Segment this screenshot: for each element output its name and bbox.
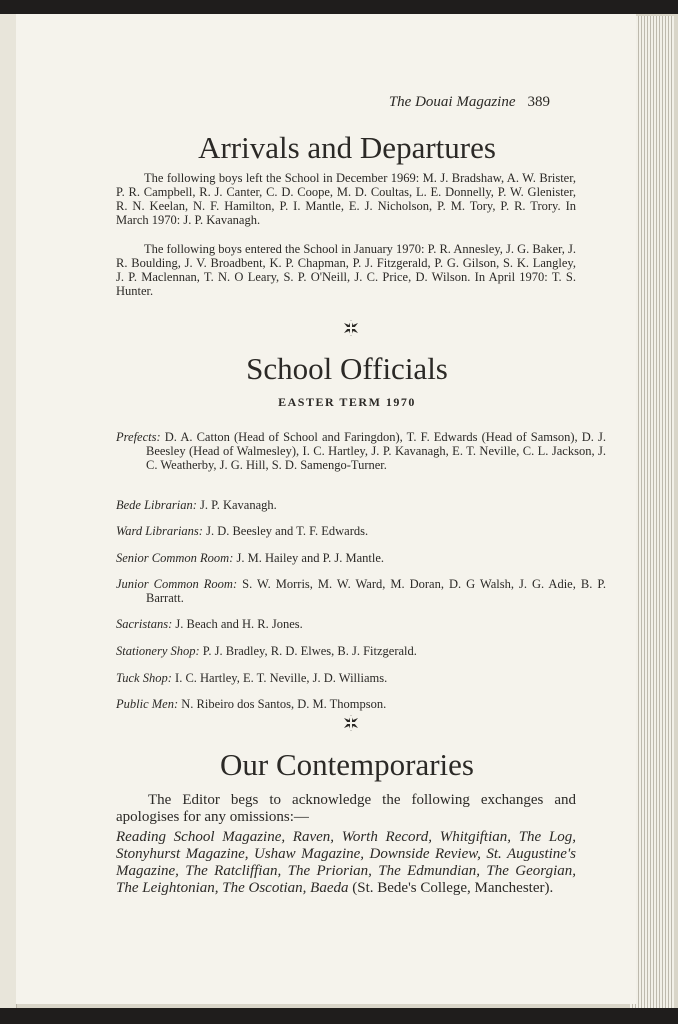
official-role: Bede Librarian:: [116, 498, 197, 512]
official-names: J. D. Beesley and T. F. Edwards.: [206, 524, 369, 538]
official-role: Ward Librarians:: [116, 524, 203, 538]
official-entry: [116, 524, 606, 538]
official-names: J. Beach and H. R. Jones.: [175, 617, 303, 631]
arrivals-title: Arrivals and Departures: [198, 130, 496, 165]
left-page-edge: [0, 14, 17, 1008]
exchanges-italic: Reading School Magazine, Raven, Worth Record, Whitgiftian, The Log, Stonyhurst Magazine, Ushaw Magazine, Downside Review, St. Augustine's Magazine, The Ratcliffian, The Priorian, The Edmundian, The Georgian, The Leightonian, The Oscotian, Baeda: [116, 829, 576, 896]
official-role: Prefects:: [116, 430, 161, 444]
official-entry: [116, 617, 606, 631]
official-entry: [116, 430, 606, 472]
official-entry: [116, 644, 606, 658]
departures-paragraph: The following boys left the School in December 1969: M. J. Bradshaw, A. W. Brister, P. R. Campbell, R. J. Canter, C. D. Coope, M. D. Coultas, L. E. Donnelly, P. W. Glenister, R. N. Keelan, N. F. Hamilton, P. I. Mantle, E. J. Nicholson, P. M. Tory, P. R. Trory. In March 1970: J. P. Kavanagh.: [116, 171, 576, 227]
publication-name: The Douai Magazine: [388, 94, 516, 110]
officials-title: School Officials: [246, 351, 448, 386]
official-names: I. C. Hartley, E. T. Neville, J. D. Williams.: [175, 671, 388, 685]
official-names: D. A. Catton (Head of School and Faringdon), T. F. Edwards (Head of Samson), D. J. Beesley (Head of Walmesley), I. C. Hartley, J. P. Kavanagh, E. T. Neville, C. L. Jackson, J. C. Weatherby, J. G. Hill, S. D. Samengo-Turner.: [146, 430, 606, 472]
official-entry: [116, 577, 606, 605]
official-role: Junior Common Room:: [116, 577, 238, 591]
arrivals-paragraph: The following boys entered the School in January 1970: P. R. Annesley, J. G. Baker, J. R. Boulding, J. V. Broadbent, K. P. Chapman, P. J. Fitzgerald, P. G. Gilson, S. K. Langley, J. P. Maclennan, T. N. O Leary, S. P. O'Neill, J. C. Price, D. Wilson. In April 1970: T. S. Hunter.: [116, 242, 576, 298]
term-subtitle: EASTER TERM 1970: [278, 395, 416, 409]
official-entry: [116, 551, 606, 565]
official-role: Sacristans:: [116, 617, 173, 631]
official-entry: [116, 498, 606, 512]
official-names: S. W. Morris, M. W. Ward, M. Doran, D. G Walsh, J. G. Adie, B. P. Barratt.: [146, 577, 607, 605]
running-header: [389, 94, 550, 111]
cross-ornament-icon: [342, 714, 360, 732]
official-role: Senior Common Room:: [116, 551, 234, 565]
official-names: N. Ribeiro dos Santos, D. M. Thompson.: [181, 697, 387, 711]
official-names: P. J. Bradley, R. D. Elwes, B. J. Fitzgerald.: [202, 644, 417, 658]
official-entry: [116, 697, 606, 711]
official-role: Public Men:: [116, 697, 179, 711]
page-number: 389: [527, 94, 550, 110]
official-role: Stationery Shop:: [116, 644, 200, 658]
bottom-binding-edge: [0, 1008, 678, 1024]
top-binding-edge: [0, 0, 678, 14]
cross-ornament-icon: [342, 319, 360, 337]
contemporaries-title: Our Contemporaries: [220, 747, 474, 782]
official-role: Tuck Shop:: [116, 671, 172, 685]
official-names: J. M. Hailey and P. J. Mantle.: [236, 551, 385, 565]
official-entry: [116, 671, 606, 685]
official-names: J. P. Kavanagh.: [200, 498, 277, 512]
magazine-page: [16, 14, 636, 1004]
contemporaries-intro: The Editor begs to acknowledge the following exchanges and apologises for any omissions:—: [116, 792, 576, 825]
exchanges-tail: (St. Bede's College, Manchester).: [348, 880, 554, 896]
exchanges-list: [116, 829, 576, 897]
